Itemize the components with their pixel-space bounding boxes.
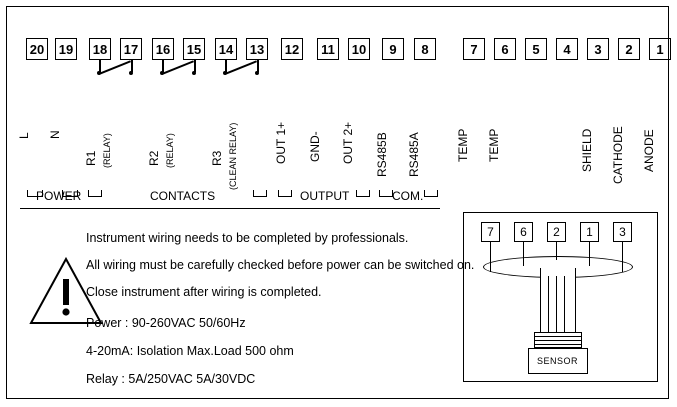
label-r3-sub: (CLEAN RELAY): [228, 122, 238, 190]
spec-current-output: 4-20mA: Isolation Max.Load 500 ohm: [86, 344, 294, 358]
terminal-16[interactable]: 16: [152, 38, 174, 60]
bracket-com-left: [379, 190, 393, 197]
sensor-terminal-3[interactable]: 3: [613, 222, 632, 242]
bracket-com-right: [424, 190, 438, 197]
note-line-3: Close instrument after wiring is completed.: [86, 285, 322, 299]
spec-power: Power : 90-260VAC 50/60Hz: [86, 316, 246, 330]
group-label-contacts: CONTACTS: [150, 189, 216, 203]
group-label-power: POWER: [36, 189, 82, 203]
sensor-cable: [540, 268, 576, 334]
label-out1: OUT 1+: [274, 121, 288, 164]
terminal-10[interactable]: 10: [348, 38, 370, 60]
label-temp-1: TEMP: [456, 128, 470, 162]
label-r1: R1: [84, 150, 98, 166]
section-divider: [20, 208, 440, 209]
terminal-1[interactable]: 1: [649, 38, 671, 60]
sensor-terminal-6[interactable]: 6: [514, 222, 533, 242]
terminal-18[interactable]: 18: [89, 38, 111, 60]
terminal-19[interactable]: 19: [55, 38, 77, 60]
relay3-stub-right: [257, 60, 259, 72]
label-temp-2: TEMP: [487, 128, 501, 162]
terminal-13[interactable]: 13: [246, 38, 268, 60]
label-rs485b: RS485B: [375, 132, 389, 177]
sensor-terminal-2[interactable]: 2: [547, 222, 566, 242]
label-r1-sub: (RELAY): [102, 133, 112, 168]
label-r3: R3: [210, 150, 224, 166]
bracket-contacts-right: [253, 190, 267, 197]
cable-core-1: [548, 276, 549, 332]
label-anode: ANODE: [642, 129, 656, 172]
bracket-output-right: [356, 190, 370, 197]
label-n: N: [48, 130, 62, 139]
spec-relay: Relay : 5A/250VAC 5A/30VDC: [86, 372, 256, 386]
terminal-3[interactable]: 3: [587, 38, 609, 60]
note-line-1: Instrument wiring needs to be completed by professionals.: [86, 231, 409, 245]
group-label-output: OUTPUT: [300, 189, 350, 203]
label-l: L: [17, 132, 31, 139]
label-gnd: GND-: [308, 131, 322, 162]
terminal-17[interactable]: 17: [120, 38, 142, 60]
cable-core-2: [556, 276, 557, 332]
sensor-terminal-1[interactable]: 1: [580, 222, 599, 242]
label-r2: R2: [147, 150, 161, 166]
connector-rib-3: [535, 344, 581, 345]
relay1-stub-right: [131, 60, 133, 72]
terminal-9[interactable]: 9: [382, 38, 404, 60]
bracket-contacts-left: [88, 190, 102, 197]
terminal-14[interactable]: 14: [215, 38, 237, 60]
terminal-12[interactable]: 12: [281, 38, 303, 60]
label-shield: SHIELD: [580, 128, 594, 172]
terminal-7[interactable]: 7: [463, 38, 485, 60]
terminal-2[interactable]: 2: [618, 38, 640, 60]
label-rs485a: RS485A: [407, 132, 421, 177]
relay2-stub-right: [194, 60, 196, 72]
terminal-8[interactable]: 8: [414, 38, 436, 60]
cable-core-3: [564, 276, 565, 332]
group-label-com: COM.: [392, 189, 424, 203]
label-out2: OUT 2+: [341, 121, 355, 164]
terminal-20[interactable]: 20: [26, 38, 48, 60]
connector-rib-1: [535, 336, 581, 337]
sensor-terminal-7[interactable]: 7: [481, 222, 500, 242]
terminal-15[interactable]: 15: [183, 38, 205, 60]
terminal-6[interactable]: 6: [494, 38, 516, 60]
terminal-5[interactable]: 5: [525, 38, 547, 60]
terminal-11[interactable]: 11: [317, 38, 339, 60]
label-r2-sub: (RELAY): [165, 133, 175, 168]
note-line-2: All wiring must be carefully checked before power can be switched on.: [86, 258, 475, 272]
bracket-output-left: [278, 190, 292, 197]
sensor-housing-label: SENSOR: [537, 356, 579, 366]
label-cathode: CATHODE: [611, 126, 625, 184]
terminal-4[interactable]: 4: [556, 38, 578, 60]
connector-rib-2: [535, 340, 581, 341]
